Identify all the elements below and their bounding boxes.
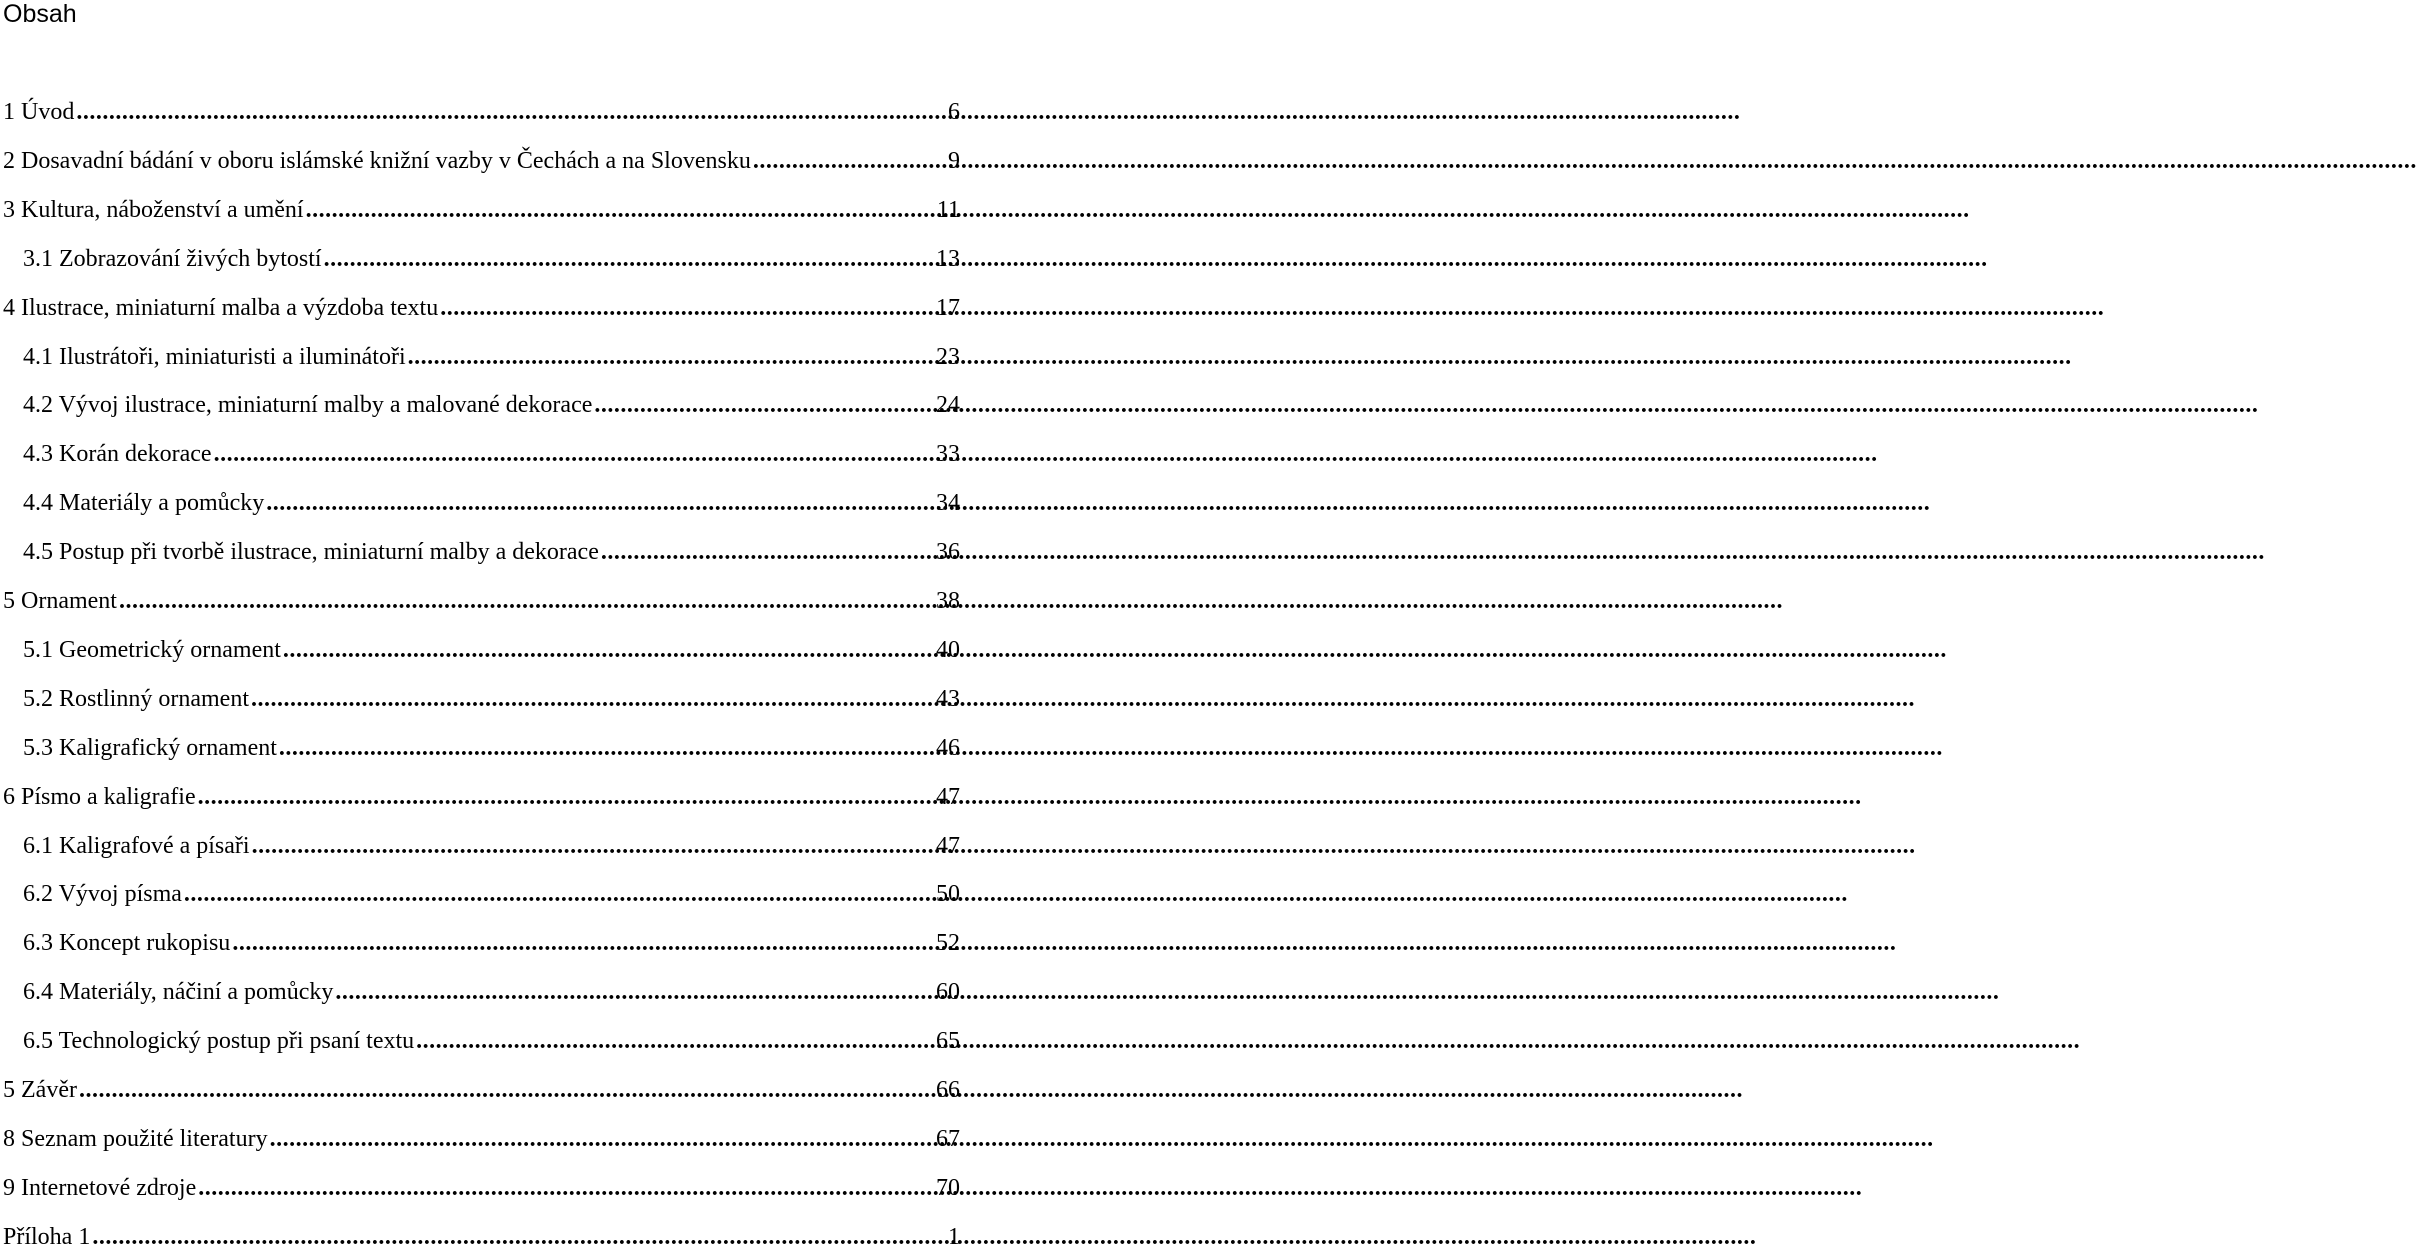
toc-entry-page-number: 70	[936, 1174, 960, 1201]
toc-dot-leader	[76, 98, 942, 126]
toc-dot-leader	[306, 196, 926, 224]
toc-entry[interactable]	[0, 379, 960, 419]
toc-dot-leader	[601, 538, 926, 566]
toc-dot-leader	[270, 1125, 926, 1153]
toc-dot-leader	[92, 1223, 942, 1251]
toc-entry[interactable]	[0, 624, 960, 664]
toc-entry-title: 3.1 Zobrazování živých bytostí	[23, 245, 322, 272]
toc-entry[interactable]	[0, 820, 960, 860]
toc-entry[interactable]	[0, 1162, 960, 1202]
toc-dot-leader	[214, 440, 926, 468]
toc-entry-page-number: 11	[936, 196, 960, 223]
toc-entry-title: 5.1 Geometrický ornament	[23, 636, 281, 663]
toc-entry[interactable]	[0, 966, 960, 1006]
toc-entry-title: 6.1 Kaligrafové a písaři	[23, 832, 250, 859]
toc-entry-title: 4.2 Vývoj ilustrace, miniaturní malby a malované dekorace	[23, 392, 593, 419]
page-title: Obsah	[3, 0, 77, 28]
toc-entry-page-number: 24	[936, 392, 960, 419]
toc-entry-page-number: 60	[936, 979, 960, 1006]
toc-dot-leader	[335, 978, 926, 1006]
toc-dot-leader	[184, 880, 926, 908]
toc-entry-title: 4.3 Korán dekorace	[23, 441, 212, 468]
toc-dot-leader	[408, 343, 926, 371]
toc-entry-page-number: 65	[936, 1028, 960, 1055]
toc-entry[interactable]	[0, 1064, 960, 1104]
toc-entry-page-number: 67	[936, 1125, 960, 1152]
toc-dot-leader	[252, 832, 926, 860]
toc-entry[interactable]	[0, 1015, 960, 1055]
toc-dot-leader	[283, 636, 926, 664]
toc-entry-title: 3 Kultura, náboženství a umění	[3, 196, 304, 223]
toc-entry-title: 5.2 Rostlinný ornament	[23, 685, 249, 712]
toc-dot-leader	[232, 929, 926, 957]
toc-entry[interactable]	[0, 722, 960, 762]
toc-entry-title: 4.1 Ilustrátoři, miniaturisti a iluminátoři	[23, 343, 406, 370]
toc-entry-title: 6.2 Vývoj písma	[23, 881, 182, 908]
toc-entry[interactable]	[0, 673, 960, 713]
toc-entry[interactable]	[0, 184, 960, 224]
toc-entry-page-number: 47	[936, 832, 960, 859]
toc-dot-leader	[279, 734, 926, 762]
toc-entry-page-number: 47	[936, 783, 960, 810]
toc-entry[interactable]	[0, 917, 960, 957]
toc-dot-leader	[119, 587, 926, 615]
toc-entry-title: 5 Závěr	[3, 1077, 77, 1103]
toc-entry-title: 2 Dosavadní bádání v oboru islámské knižní vazby v Čechách a na Slovensku	[3, 147, 751, 174]
toc-dot-leader	[198, 783, 926, 811]
toc-entry-title: 4.5 Postup při tvorbě ilustrace, miniaturní malby a dekorace	[23, 539, 599, 566]
toc-entry-page-number: 33	[936, 441, 960, 468]
toc-entry[interactable]	[0, 86, 960, 126]
toc-entry[interactable]	[0, 575, 960, 615]
toc-entry-page-number: 9	[948, 147, 960, 174]
toc-entry-page-number: 1	[948, 1223, 960, 1250]
toc-entry-page-number: 38	[936, 588, 960, 614]
toc-entry-title: 4 Ilustrace, miniaturní malba a výzdoba textu	[3, 294, 439, 321]
toc-entry[interactable]	[0, 233, 960, 273]
toc-entry-page-number: 36	[936, 539, 960, 566]
toc-entry-title: 6 Písmo a kaligrafie	[3, 783, 196, 810]
toc-entry-page-number: 66	[936, 1077, 960, 1103]
toc-entry-page-number: 46	[936, 734, 960, 761]
toc-entry[interactable]	[0, 331, 960, 371]
toc-entry-page-number: 34	[936, 490, 960, 517]
toc-entry[interactable]	[0, 1211, 960, 1251]
toc-entry[interactable]	[0, 135, 960, 175]
toc-entry[interactable]	[0, 428, 960, 468]
toc-entry[interactable]	[0, 1113, 960, 1153]
toc-dot-leader	[416, 1027, 926, 1055]
toc-entry-title: 5 Ornament	[3, 588, 117, 614]
toc-entry-page-number: 50	[936, 881, 960, 908]
toc-entry-title: 6.3 Koncept rukopisu	[23, 930, 231, 957]
toc-entry-title: 6.4 Materiály, náčiní a pomůcky	[23, 979, 334, 1006]
toc-entry-title: 1 Úvod	[3, 99, 75, 125]
toc-dot-leader	[79, 1076, 926, 1104]
toc-dot-leader	[251, 685, 926, 713]
toc-entry-page-number: 23	[936, 343, 960, 370]
toc-entry-page-number: 40	[936, 636, 960, 663]
toc-entry-page-number: 6	[948, 99, 960, 125]
toc-entry[interactable]	[0, 477, 960, 517]
toc-entry[interactable]	[0, 868, 960, 908]
toc-entry-title: Příloha 1	[3, 1223, 91, 1250]
toc-entry-page-number: 43	[936, 685, 960, 712]
toc-entry-page-number: 13	[936, 245, 960, 272]
toc-entry-title: 9 Internetové zdroje	[3, 1174, 197, 1201]
toc-entry-page-number: 52	[936, 930, 960, 957]
toc-dot-leader	[440, 294, 926, 322]
toc-entry-title: 8 Seznam použité literatury	[3, 1125, 268, 1152]
toc-dot-leader	[266, 489, 926, 517]
toc-entry-title: 6.5 Technologický postup při psaní textu	[23, 1028, 415, 1055]
toc-entry-title: 5.3 Kaligrafický ornament	[23, 734, 277, 761]
toc-dot-leader	[753, 147, 942, 175]
toc-dot-leader	[324, 245, 926, 273]
toc-dot-leader	[594, 391, 926, 419]
toc-dot-leader	[198, 1174, 926, 1202]
toc-entry[interactable]	[0, 526, 960, 566]
toc-entry-title: 4.4 Materiály a pomůcky	[23, 490, 265, 517]
toc-entry[interactable]	[0, 771, 960, 811]
toc-entry[interactable]	[0, 282, 960, 322]
toc-entry-page-number: 17	[936, 294, 960, 321]
